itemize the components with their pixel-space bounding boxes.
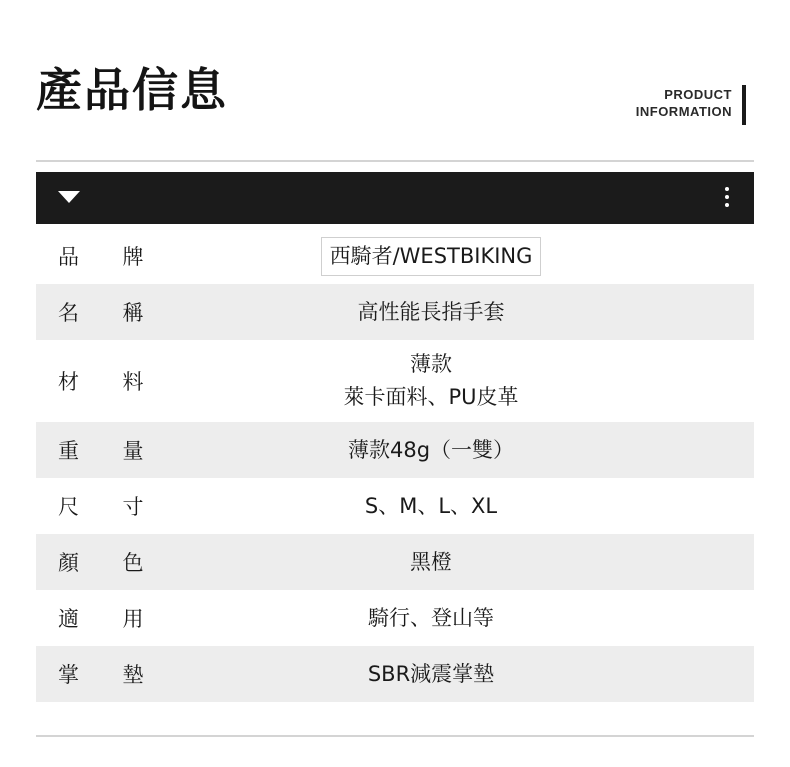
spec-label-cell — [36, 228, 208, 284]
spec-label-cell — [36, 534, 208, 590]
table-row — [36, 590, 754, 646]
spec-label: 顏 色 — [58, 551, 144, 575]
spec-value-secondary: 萊卡面料、PU皮革 — [343, 385, 519, 409]
spec-label: 尺 寸 — [58, 495, 144, 519]
page-title-english — [636, 86, 732, 120]
spec-table — [36, 228, 754, 702]
spec-value: 薄款 — [410, 352, 452, 376]
spec-label-cell — [36, 646, 208, 702]
spec-label-cell — [36, 422, 208, 478]
table-row — [36, 422, 754, 478]
spec-value-cell: SBR減震掌墊 — [208, 646, 754, 702]
spec-value-cell: S、M、L、XL — [208, 478, 754, 534]
spec-value-cell: 騎行、登山等 — [208, 590, 754, 646]
spec-label: 品 牌 — [58, 245, 144, 269]
header-divider — [36, 160, 754, 162]
table-row — [36, 646, 754, 702]
title-accent-bar — [742, 85, 746, 125]
table-row — [36, 534, 754, 590]
spec-label: 重 量 — [58, 439, 144, 463]
spec-label: 適 用 — [58, 607, 144, 631]
spec-label: 材 料 — [58, 370, 144, 394]
page-title-english-line2: INFORMATION — [635, 104, 732, 119]
spec-label-cell — [36, 284, 208, 340]
spec-value-cell: 黑橙 — [208, 534, 754, 590]
caret-down-icon[interactable] — [58, 191, 80, 203]
table-row — [36, 478, 754, 534]
spec-label-cell — [36, 478, 208, 534]
page-header — [36, 62, 754, 142]
spec-table-body — [36, 228, 754, 702]
spec-value-cell: 薄款48g（一雙） — [208, 422, 754, 478]
spec-label: 名 稱 — [58, 301, 144, 325]
kebab-menu-icon[interactable] — [725, 187, 730, 209]
table-row — [36, 284, 754, 340]
spec-value-cell: 高性能長指手套 — [208, 284, 754, 340]
footer-divider — [36, 735, 754, 737]
table-header-bar — [36, 172, 754, 224]
table-row — [36, 340, 754, 422]
spec-label-cell — [36, 590, 208, 646]
spec-label: 掌 墊 — [58, 663, 144, 687]
table-row — [36, 228, 754, 284]
page-title: 產品信息 — [36, 63, 228, 117]
spec-label-cell — [36, 340, 208, 422]
spec-value: 西騎者/WESTBIKING — [321, 237, 542, 276]
spec-value-cell — [208, 340, 754, 422]
spec-value-cell — [208, 228, 754, 284]
page-title-english-line1: PRODUCT — [664, 87, 732, 102]
